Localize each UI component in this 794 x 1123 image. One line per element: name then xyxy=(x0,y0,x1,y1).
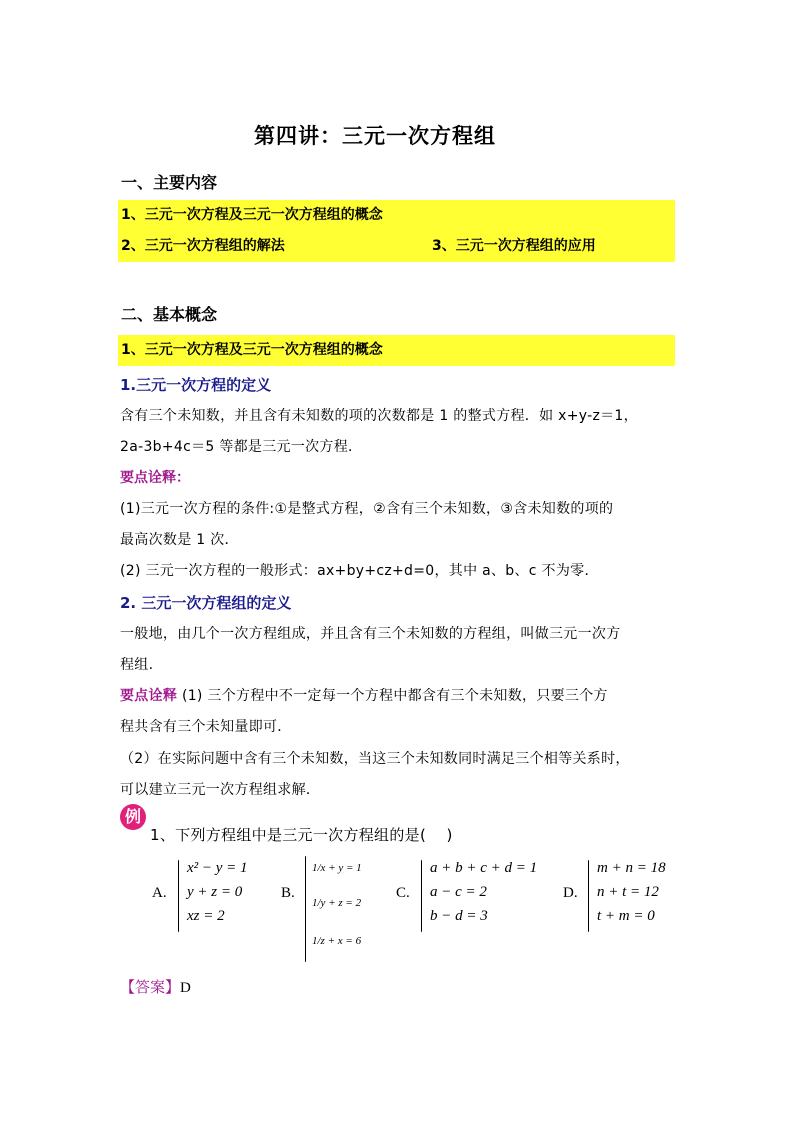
option-b-eq-1: 1/x + y = 1 xyxy=(312,862,362,874)
highlight-row xyxy=(118,335,675,366)
highlight-row xyxy=(118,200,675,231)
note-2-line-3: （2）在实际问题中含有三个未知数，当这三个未知数同时满足三个相等关系时， xyxy=(120,751,630,767)
note-1-line-2: 最高次数是 1 次． xyxy=(120,532,239,548)
option-d-eq-2: n + t = 12 xyxy=(597,884,659,900)
section-heading-main-content: 一、主要内容 xyxy=(121,173,218,192)
highlight-box-concepts xyxy=(118,335,675,366)
option-b-label: B. xyxy=(281,885,295,901)
option-d-eq-3: t + m = 0 xyxy=(597,908,655,924)
note-2-line-2: 程共含有三个未知量即可． xyxy=(120,719,292,735)
option-b-eq-3: 1/z + x = 6 xyxy=(312,935,362,947)
option-d-eq-1: m + n = 18 xyxy=(597,860,666,876)
concept-item-1: 1、三元一次方程及三元一次方程组的概念 xyxy=(121,342,383,358)
option-c-label: C. xyxy=(396,885,410,901)
note-1-line-3: (2) 三元一次方程的一般形式：ax+by+cz+d=0，其中 a、b、c 不为零． xyxy=(120,563,599,579)
definition-2-line-2: 程组. xyxy=(120,657,154,673)
option-c-eq-2: a − c = 2 xyxy=(430,884,487,900)
definition-1-heading: 1.三元一次方程的定义 xyxy=(120,376,272,394)
definition-2-line-1: 一般地，由几个一次方程组成，并且含有三个未知数的方程组，叫做三元一次方 xyxy=(120,626,621,642)
answer-value: D xyxy=(180,980,191,996)
highlight-row xyxy=(118,231,675,262)
note-2-line-1: (1) 三个方程中不一定每一个方程中都含有三个未知数，只要三个方 xyxy=(177,688,608,704)
option-b-brace xyxy=(305,856,306,962)
definition-1-line-2: 2a-3b+4c＝5 等都是三元一次方程． xyxy=(120,439,363,455)
answer-tag: 【答案】 xyxy=(120,978,181,996)
option-c-eq-1: a + b + c + d = 1 xyxy=(430,860,538,876)
option-d-brace xyxy=(588,860,589,932)
answer-line xyxy=(120,976,191,997)
content-item-1: 1、三元一次方程及三元一次方程组的概念 xyxy=(121,207,383,223)
option-b-eq-2: 1/y + z = 2 xyxy=(312,897,362,909)
option-a-eq-3: xz = 2 xyxy=(187,908,225,924)
definition-1-line-1: 含有三个未知数，并且含有未知数的项的次数都是 1 的整式方程．如 x+y-z＝1， xyxy=(120,408,638,424)
section-heading-basic-concepts: 二、基本概念 xyxy=(121,305,218,324)
note-1-line-1: (1)三元一次方程的条件:①是整式方程，②含有三个未知数，③含未知数的项的 xyxy=(120,501,614,517)
example-badge-icon: 例 xyxy=(120,804,146,830)
option-c-brace xyxy=(421,860,422,932)
note-2-line-1-wrap xyxy=(120,685,608,705)
example-question: 1、下列方程组中是三元一次方程组的是( ) xyxy=(150,826,453,844)
note-2-label: 要点诠释 xyxy=(120,688,178,704)
content-item-2: 2、三元一次方程组的解法 xyxy=(121,238,285,254)
option-a-eq-1: x² − y = 1 xyxy=(187,860,248,876)
content-item-3: 3、三元一次方程组的应用 xyxy=(432,238,596,254)
highlight-box-main-content xyxy=(118,200,675,262)
page-title: 第四讲：三元一次方程组 xyxy=(254,123,496,148)
option-a-brace xyxy=(178,860,179,932)
definition-2-heading: 2. 三元一次方程组的定义 xyxy=(120,594,292,612)
option-a-eq-2: y + z = 0 xyxy=(187,884,243,900)
option-c-eq-3: b − d = 3 xyxy=(430,908,488,924)
note-2-line-4: 可以建立三元一次方程组求解． xyxy=(120,782,321,798)
note-1-label: 要点诠释： xyxy=(120,470,190,486)
option-d-label: D. xyxy=(563,885,578,901)
option-a-label: A. xyxy=(152,885,167,901)
